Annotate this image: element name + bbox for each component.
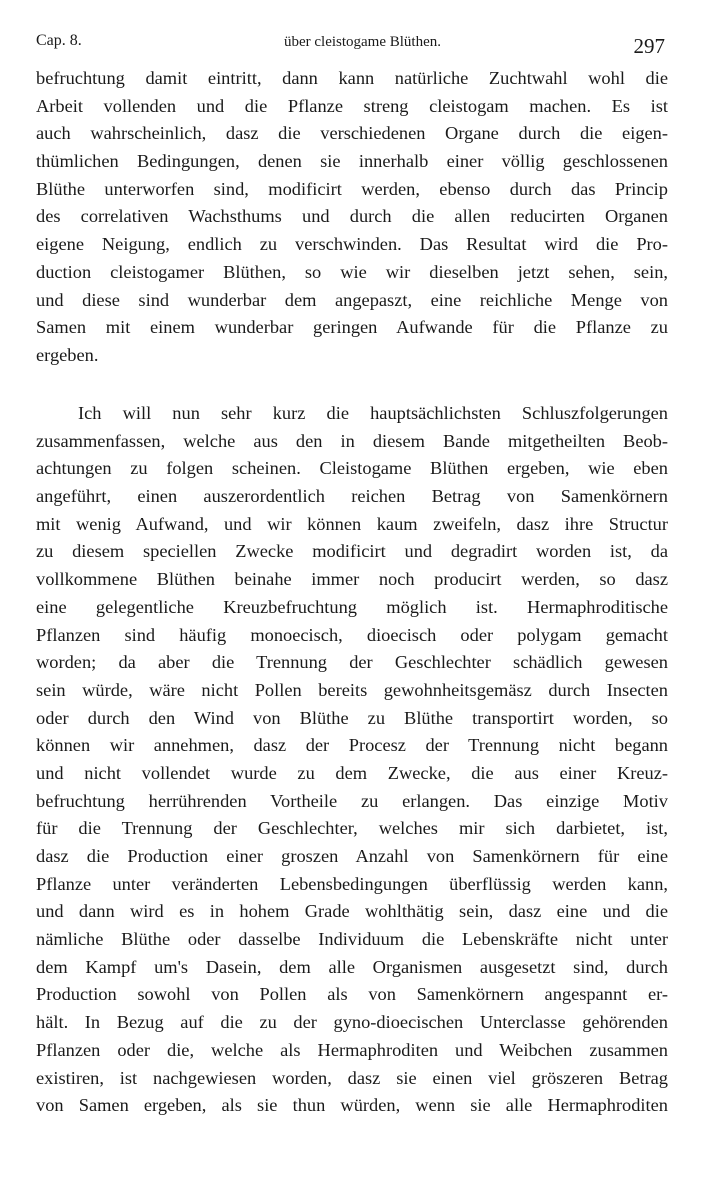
paragraph-continuation — [36, 65, 668, 370]
text-line: sein würde, wäre nicht Pollen bereits gewohnheitsgemäsz durch Insecten — [36, 679, 668, 700]
running-title: über cleistogame Blüthen. — [283, 34, 442, 50]
text-line: duction cleistogamer Blüthen, so wie wir dieselben jetzt sehen, sein, — [36, 261, 668, 282]
text-line: mit wenig Aufwand, und wir können kaum zweifeln, dasz ihre Structur — [36, 513, 668, 534]
text-line: Production sowohl von Pollen als von Samenkörnern angespannt er- — [36, 984, 668, 1005]
text-line: achtungen zu folgen scheinen. Cleistogame Blüthen ergeben, wie eben — [36, 458, 668, 479]
text-line: Pflanzen oder die, welche als Hermaphroditen und Weibchen zusammen — [36, 1039, 668, 1060]
text-line: befruchtung herrührenden Vortheile zu erlangen. Das einzige Motiv — [36, 790, 668, 811]
text-line: ergeben. — [36, 344, 99, 365]
text-line: Blüthe unterworfen sind, modificirt werden, ebenso durch das Princip — [36, 178, 668, 199]
text-line: können wir annehmen, dasz der Procesz der Trennung nicht begann — [36, 735, 668, 756]
text-line: worden; da aber die Trennung der Geschlechter schädlich gewesen — [36, 652, 668, 673]
text-line: des correlativen Wachsthums und durch die allen reducirten Organen — [36, 206, 668, 227]
text-line: dasz die Production einer groszen Anzahl von Samenkörnern für eine — [36, 846, 668, 866]
page-number: 297 — [633, 34, 665, 58]
text-line: für die Trennung der Geschlechter, welches mir sich darbietet, ist, — [36, 818, 668, 839]
text-line: oder durch den Wind von Blüthe zu Blüthe transportirt worden, so — [36, 707, 668, 728]
text-line: Samen mit einem wunderbar geringen Aufwande für die Pflanze zu — [36, 317, 668, 338]
text-line: thümlichen Bedingungen, denen sie innerhalb einer völlig geschlossenen — [36, 151, 668, 172]
text-line: und dann wird es in hohem Grade wohlthätig sein, dasz eine und die — [36, 901, 668, 922]
text-line: Pflanzen sind häufig monoecisch, dioecisch oder polygam gemacht — [36, 624, 668, 645]
text-line: Arbeit vollenden und die Pflanze streng cleistogam machen. Es ist — [36, 95, 668, 116]
text-line: und nicht vollendet wurde zu dem Zwecke, die aus einer Kreuz- — [36, 762, 668, 783]
text-line: angeführt, einen auszerordentlich reichen Betrag von Samenkörnern — [36, 486, 668, 507]
text-line: existiren, ist nachgewiesen worden, dasz sie einen viel gröszeren Betrag — [36, 1067, 668, 1088]
text-line: hält. In Bezug auf die zu der gyno-dioecischen Unterclasse gehörenden — [36, 1012, 668, 1033]
text-line: zusammenfassen, welche aus den in diesem Bande mitgetheilten Beob- — [36, 430, 668, 451]
text-line: Ich will nun sehr kurz die hauptsächlichsten Schluszfolgerungen — [78, 403, 668, 423]
text-line: von Samen ergeben, als sie thun würden, wenn sie alle Hermaphroditen — [36, 1095, 668, 1116]
text-line: eigene Neigung, endlich zu verschwinden. Das Resultat wird die Pro- — [36, 234, 668, 255]
chapter-label: Cap. 8. — [36, 32, 82, 49]
paragraph-summary — [36, 400, 668, 1120]
text-line: vollkommene Blüthen beinahe immer noch producirt werden, so dasz — [36, 569, 668, 590]
text-line: eine gelegentliche Kreuzbefruchtung möglich ist. Hermaphroditische — [36, 596, 668, 617]
text-line: zu diesem speciellen Zwecke modificirt und degradirt worden ist, da — [36, 541, 668, 562]
text-line: dem Kampf um's Dasein, dem alle Organismen ausgesetzt sind, durch — [36, 956, 668, 977]
running-header — [36, 28, 669, 58]
text-line: nämliche Blüthe oder dasselbe Individuum die Lebenskräfte nicht unter — [36, 929, 668, 950]
text-line: Pflanze unter veränderten Lebensbedingungen überflüssig werden kann, — [36, 873, 668, 894]
text-line: befruchtung damit eintritt, dann kann natürliche Zuchtwahl wohl die — [36, 68, 668, 88]
text-line: auch wahrscheinlich, dasz die verschiedenen Organe durch die eigen- — [36, 123, 668, 144]
text-line: und diese sind wunderbar dem angepaszt, eine reichliche Menge von — [36, 289, 668, 310]
